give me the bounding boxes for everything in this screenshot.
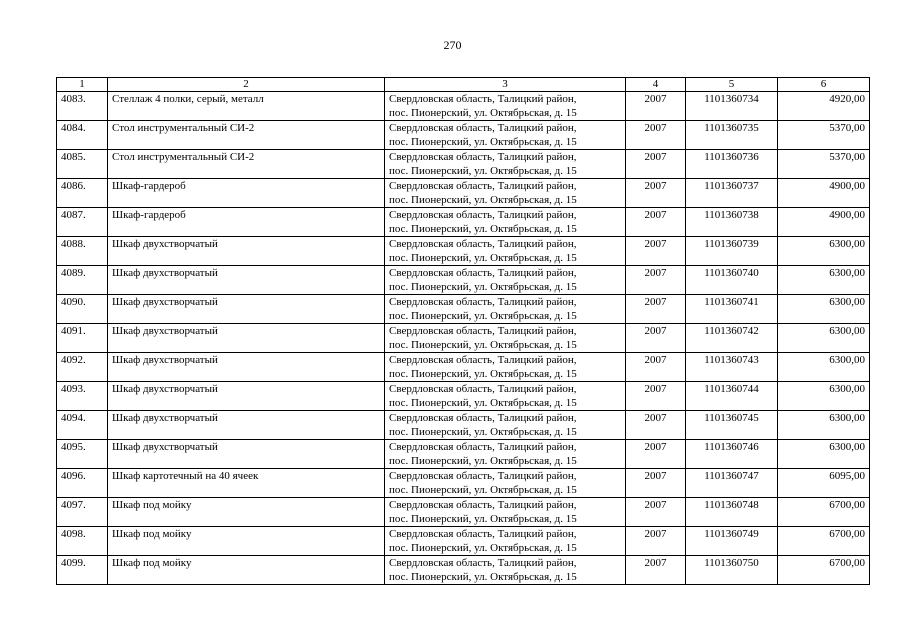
item-address: [385, 208, 626, 237]
table-row: [57, 469, 870, 498]
item-cost: 4900,00: [778, 179, 870, 208]
item-cost: 6095,00: [778, 469, 870, 498]
item-year: 2007: [626, 237, 686, 266]
item-name: Шкаф двухстворчатый: [108, 324, 385, 353]
item-name: Шкаф двухстворчатый: [108, 411, 385, 440]
address-line: Свердловская область, Талицкий район,: [389, 180, 577, 192]
item-cost: 6700,00: [778, 556, 870, 585]
item-name: Шкаф двухстворчатый: [108, 295, 385, 324]
address-line: пос. Пионерский, ул. Октябрьская, д. 15: [389, 165, 577, 177]
table-row: [57, 382, 870, 411]
address-line: Свердловская область, Талицкий район,: [389, 528, 577, 540]
item-address: [385, 179, 626, 208]
item-cost: 4920,00: [778, 92, 870, 121]
table-row: [57, 295, 870, 324]
item-name: Шкаф под мойку: [108, 527, 385, 556]
column-header: 5: [686, 78, 778, 92]
row-number: 4084.: [57, 121, 108, 150]
table-body: [57, 92, 870, 585]
item-address: [385, 237, 626, 266]
inventory-number: 1101360737: [686, 179, 778, 208]
item-year: 2007: [626, 556, 686, 585]
item-address: [385, 498, 626, 527]
table-row: [57, 179, 870, 208]
header-row: [57, 78, 870, 92]
item-cost: 6700,00: [778, 498, 870, 527]
table-row: [57, 527, 870, 556]
address-line: пос. Пионерский, ул. Октябрьская, д. 15: [389, 484, 577, 496]
address-line: Свердловская область, Талицкий район,: [389, 267, 577, 279]
row-number: 4089.: [57, 266, 108, 295]
address-line: пос. Пионерский, ул. Октябрьская, д. 15: [389, 223, 577, 235]
item-cost: 6300,00: [778, 440, 870, 469]
item-name: Шкаф двухстворчатый: [108, 237, 385, 266]
row-number: 4099.: [57, 556, 108, 585]
item-cost: 6300,00: [778, 411, 870, 440]
inventory-number: 1101360746: [686, 440, 778, 469]
row-number: 4093.: [57, 382, 108, 411]
address-line: пос. Пионерский, ул. Октябрьская, д. 15: [389, 252, 577, 264]
address-line: Свердловская область, Талицкий район,: [389, 296, 577, 308]
item-name: Шкаф под мойку: [108, 498, 385, 527]
inventory-number: 1101360743: [686, 353, 778, 382]
table-row: [57, 150, 870, 179]
item-year: 2007: [626, 208, 686, 237]
item-year: 2007: [626, 411, 686, 440]
item-name: Шкаф под мойку: [108, 556, 385, 585]
item-cost: 5370,00: [778, 121, 870, 150]
address-line: пос. Пионерский, ул. Октябрьская, д. 15: [389, 455, 577, 467]
address-line: Свердловская область, Талицкий район,: [389, 383, 577, 395]
address-line: Свердловская область, Талицкий район,: [389, 122, 577, 134]
item-cost: 6300,00: [778, 237, 870, 266]
item-name: Шкаф-гардероб: [108, 179, 385, 208]
row-number: 4092.: [57, 353, 108, 382]
item-address: [385, 440, 626, 469]
item-name: Стеллаж 4 полки, серый, металл: [108, 92, 385, 121]
item-year: 2007: [626, 121, 686, 150]
row-number: 4095.: [57, 440, 108, 469]
inventory-number: 1101360749: [686, 527, 778, 556]
column-header: 6: [778, 78, 870, 92]
row-number: 4090.: [57, 295, 108, 324]
row-number: 4098.: [57, 527, 108, 556]
address-line: Свердловская область, Талицкий район,: [389, 499, 577, 511]
item-address: [385, 527, 626, 556]
address-line: Свердловская область, Талицкий район,: [389, 441, 577, 453]
inventory-number: 1101360736: [686, 150, 778, 179]
inventory-number: 1101360738: [686, 208, 778, 237]
row-number: 4083.: [57, 92, 108, 121]
inventory-number: 1101360735: [686, 121, 778, 150]
inventory-number: 1101360740: [686, 266, 778, 295]
row-number: 4097.: [57, 498, 108, 527]
table-row: [57, 324, 870, 353]
item-name: Шкаф двухстворчатый: [108, 266, 385, 295]
table-row: [57, 440, 870, 469]
address-line: пос. Пионерский, ул. Октябрьская, д. 15: [389, 513, 577, 525]
table-row: [57, 92, 870, 121]
item-cost: 6700,00: [778, 527, 870, 556]
address-line: пос. Пионерский, ул. Октябрьская, д. 15: [389, 310, 577, 322]
item-year: 2007: [626, 469, 686, 498]
item-cost: 4900,00: [778, 208, 870, 237]
address-line: Свердловская область, Талицкий район,: [389, 354, 577, 366]
table-row: [57, 266, 870, 295]
property-registry-table: [56, 77, 870, 585]
page-number: 270: [443, 38, 462, 52]
address-line: пос. Пионерский, ул. Октябрьская, д. 15: [389, 571, 577, 583]
item-address: [385, 92, 626, 121]
row-number: 4096.: [57, 469, 108, 498]
address-line: Свердловская область, Талицкий район,: [389, 238, 577, 250]
item-name: Шкаф картотечный на 40 ячеек: [108, 469, 385, 498]
table-row: [57, 353, 870, 382]
table-row: [57, 556, 870, 585]
inventory-number: 1101360742: [686, 324, 778, 353]
item-cost: 6300,00: [778, 324, 870, 353]
item-year: 2007: [626, 179, 686, 208]
address-line: пос. Пионерский, ул. Октябрьская, д. 15: [389, 281, 577, 293]
item-year: 2007: [626, 353, 686, 382]
address-line: Свердловская область, Талицкий район,: [389, 151, 577, 163]
item-cost: 6300,00: [778, 295, 870, 324]
item-address: [385, 469, 626, 498]
inventory-number: 1101360748: [686, 498, 778, 527]
item-year: 2007: [626, 440, 686, 469]
item-name: Шкаф двухстворчатый: [108, 353, 385, 382]
inventory-number: 1101360741: [686, 295, 778, 324]
column-header: 3: [385, 78, 626, 92]
row-number: 4091.: [57, 324, 108, 353]
item-address: [385, 324, 626, 353]
table-row: [57, 411, 870, 440]
item-address: [385, 121, 626, 150]
item-year: 2007: [626, 295, 686, 324]
item-cost: 6300,00: [778, 266, 870, 295]
address-line: пос. Пионерский, ул. Октябрьская, д. 15: [389, 426, 577, 438]
item-year: 2007: [626, 527, 686, 556]
address-line: пос. Пионерский, ул. Октябрьская, д. 15: [389, 339, 577, 351]
address-line: Свердловская область, Талицкий район,: [389, 93, 577, 105]
row-number: 4087.: [57, 208, 108, 237]
item-cost: 6300,00: [778, 353, 870, 382]
inventory-number: 1101360739: [686, 237, 778, 266]
address-line: Свердловская область, Талицкий район,: [389, 325, 577, 337]
table-row: [57, 121, 870, 150]
address-line: пос. Пионерский, ул. Октябрьская, д. 15: [389, 368, 577, 380]
row-number: 4094.: [57, 411, 108, 440]
inventory-number: 1101360750: [686, 556, 778, 585]
inventory-number: 1101360747: [686, 469, 778, 498]
item-year: 2007: [626, 92, 686, 121]
inventory-number: 1101360734: [686, 92, 778, 121]
item-cost: 6300,00: [778, 382, 870, 411]
item-year: 2007: [626, 498, 686, 527]
address-line: пос. Пионерский, ул. Октябрьская, д. 15: [389, 136, 577, 148]
item-year: 2007: [626, 150, 686, 179]
column-header: 1: [57, 78, 108, 92]
row-number: 4088.: [57, 237, 108, 266]
address-line: Свердловская область, Талицкий район,: [389, 470, 577, 482]
table-row: [57, 208, 870, 237]
address-line: пос. Пионерский, ул. Октябрьская, д. 15: [389, 194, 577, 206]
item-address: [385, 556, 626, 585]
item-year: 2007: [626, 266, 686, 295]
item-name: Стол инструментальный СИ-2: [108, 121, 385, 150]
item-address: [385, 266, 626, 295]
item-address: [385, 150, 626, 179]
row-number: 4085.: [57, 150, 108, 179]
address-line: пос. Пионерский, ул. Октябрьская, д. 15: [389, 107, 577, 119]
item-name: Шкаф двухстворчатый: [108, 382, 385, 411]
item-address: [385, 411, 626, 440]
item-name: Шкаф-гардероб: [108, 208, 385, 237]
item-name: Стол инструментальный СИ-2: [108, 150, 385, 179]
column-header: 4: [626, 78, 686, 92]
table-row: [57, 237, 870, 266]
item-name: Шкаф двухстворчатый: [108, 440, 385, 469]
item-cost: 5370,00: [778, 150, 870, 179]
item-address: [385, 353, 626, 382]
column-header: 2: [108, 78, 385, 92]
table-row: [57, 498, 870, 527]
address-line: Свердловская область, Талицкий район,: [389, 209, 577, 221]
address-line: Свердловская область, Талицкий район,: [389, 557, 577, 569]
address-line: пос. Пионерский, ул. Октябрьская, д. 15: [389, 542, 577, 554]
item-address: [385, 382, 626, 411]
address-line: пос. Пионерский, ул. Октябрьская, д. 15: [389, 397, 577, 409]
inventory-number: 1101360745: [686, 411, 778, 440]
row-number: 4086.: [57, 179, 108, 208]
item-year: 2007: [626, 324, 686, 353]
address-line: Свердловская область, Талицкий район,: [389, 412, 577, 424]
item-address: [385, 295, 626, 324]
inventory-number: 1101360744: [686, 382, 778, 411]
item-year: 2007: [626, 382, 686, 411]
